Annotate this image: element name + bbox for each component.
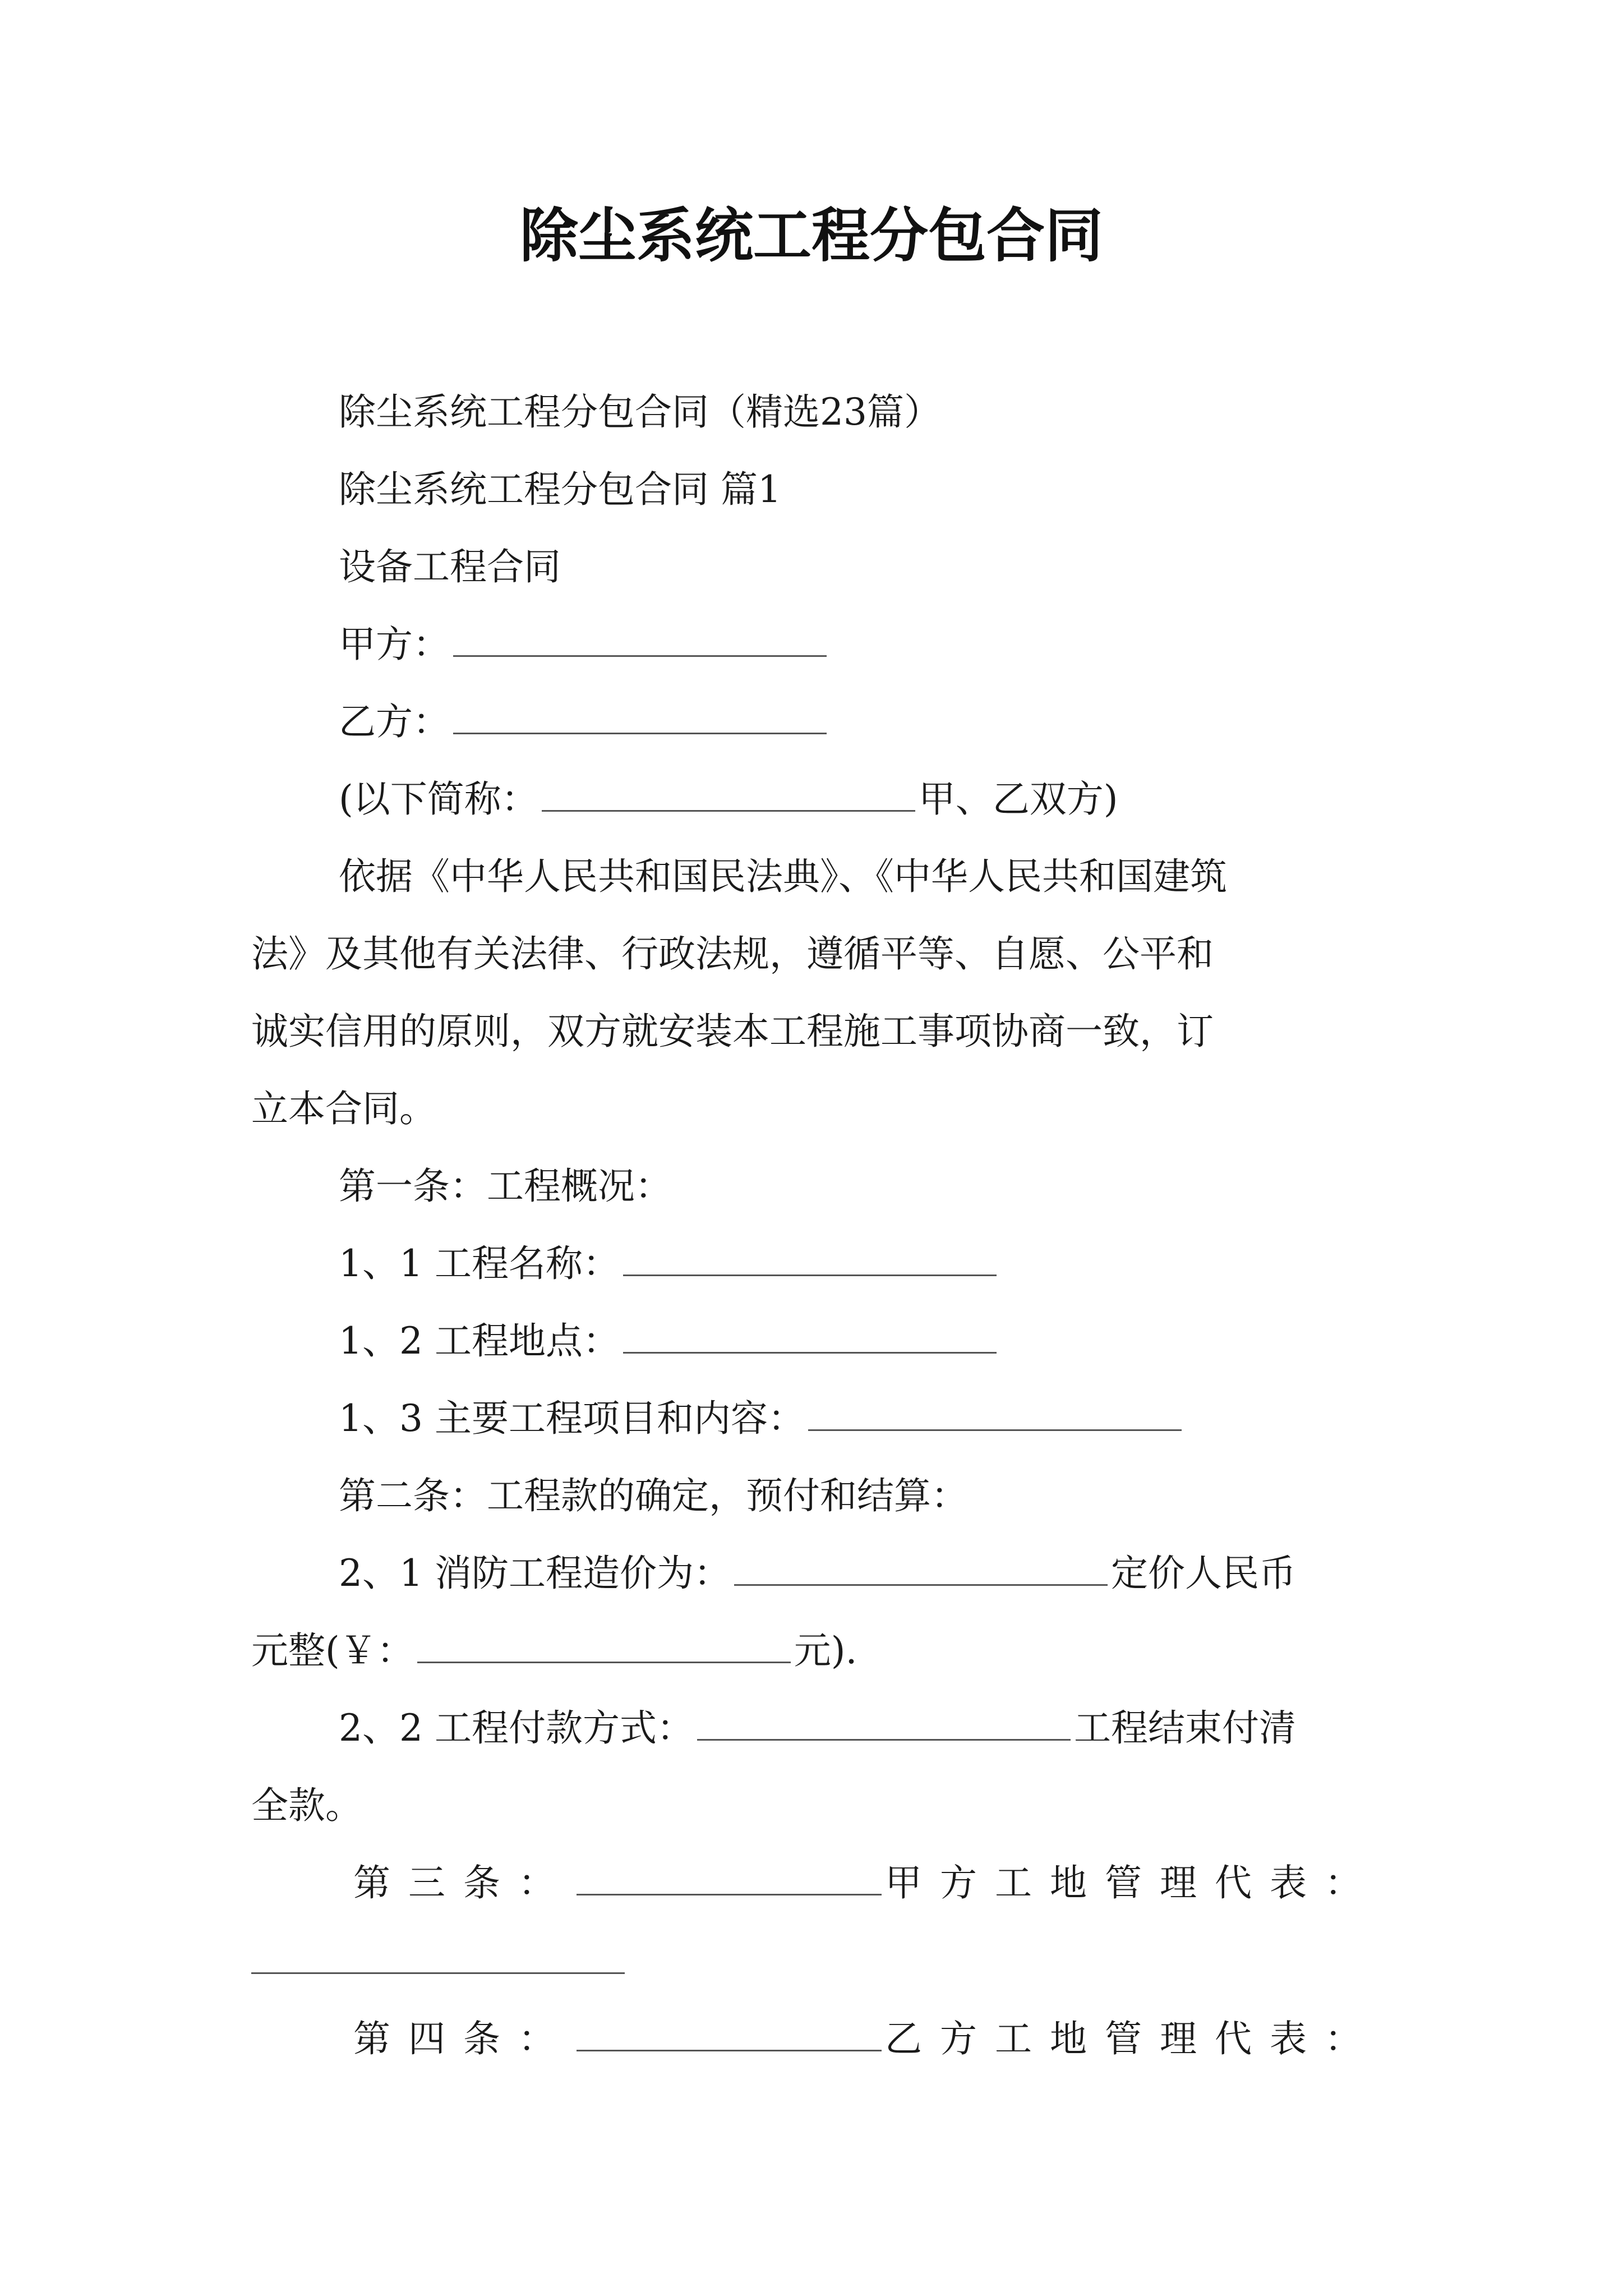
item-2-1-cont-suffix: 元). [794, 1629, 857, 1672]
article-3-cont-blank [251, 1941, 625, 1974]
article-2-heading: 第二条：工程款的确定，预付和结算： [339, 1474, 968, 1517]
item-2-1-cont-prefix: 元整(￥： [251, 1629, 414, 1672]
part-heading: 除尘系统工程分包合同 篇1 [339, 468, 781, 511]
party-b-label: 乙方： [339, 700, 450, 743]
item-1-1-label: 1、1 工程名称： [339, 1242, 620, 1285]
article-3-blank [577, 1862, 882, 1895]
article-4-blank [577, 2018, 882, 2051]
preamble-line-1: 依据《中华人民共和国民法典》、《中华人民共和国建筑 [339, 855, 1227, 898]
abbreviation-blank [542, 779, 915, 812]
item-1-2-label: 1、2 工程地点： [339, 1319, 620, 1363]
item-2-2-cont: 全款。 [251, 1784, 362, 1827]
article-3-prefix: 第三条： [353, 1861, 573, 1904]
party-b-row [339, 697, 1390, 747]
preamble-line-4: 立本合同。 [251, 1087, 436, 1130]
party-a-blank [453, 624, 827, 657]
item-2-1-suffix: 定价人民币 [1110, 1552, 1296, 1595]
item-2-2-row [339, 1703, 1390, 1754]
document-title: 除尘系统工程分包合同 [519, 201, 1103, 270]
article-3-suffix: 甲方工地管理代表： [885, 1861, 1380, 1904]
abbreviation-close: 甲、乙双方) [918, 777, 1118, 821]
item-2-1-row [339, 1548, 1390, 1599]
item-1-2-row [339, 1316, 1390, 1366]
item-1-2-blank [623, 1320, 997, 1354]
party-b-blank [453, 701, 827, 734]
item-1-3-row [339, 1393, 1390, 1444]
document-subtitle: 除尘系统工程分包合同（精选23篇） [339, 390, 941, 434]
item-2-1-cont-blank [417, 1630, 791, 1663]
party-a-label: 甲方： [339, 623, 450, 666]
abbreviation-row [339, 774, 1390, 825]
item-2-2-prefix: 2、2 工程付款方式： [339, 1706, 694, 1750]
abbreviation-open: (以下简称： [339, 777, 538, 821]
item-2-1-blank [734, 1553, 1108, 1586]
article-1-heading: 第一条：工程概况： [339, 1165, 672, 1208]
item-2-1-cont-row [251, 1626, 1390, 1676]
preamble-line-3: 诚实信用的原则，双方就安装本工程施工事项协商一致，订 [251, 1010, 1214, 1053]
item-1-3-label: 1、3 主要工程项目和内容： [339, 1397, 805, 1440]
article-4-suffix: 乙方工地管理代表： [885, 2017, 1380, 2060]
item-2-2-blank [697, 1708, 1071, 1741]
item-2-2-suffix: 工程结束付清 [1073, 1706, 1296, 1750]
article-4-prefix: 第四条： [353, 2017, 573, 2060]
contract-name: 设备工程合同 [339, 545, 561, 588]
preamble-line-2: 法》及其他有关法律、行政法规，遵循平等、自愿、公平和 [251, 932, 1214, 976]
article-3-cont-row [251, 1936, 1390, 1987]
item-1-3-blank [808, 1398, 1182, 1431]
article-3-row [353, 1858, 1380, 1908]
party-a-row [339, 619, 1390, 670]
article-4-row [353, 2014, 1380, 2064]
item-1-1-row [339, 1239, 1390, 1289]
item-2-1-prefix: 2、1 消防工程造价为： [339, 1552, 731, 1595]
item-1-1-blank [623, 1243, 997, 1276]
